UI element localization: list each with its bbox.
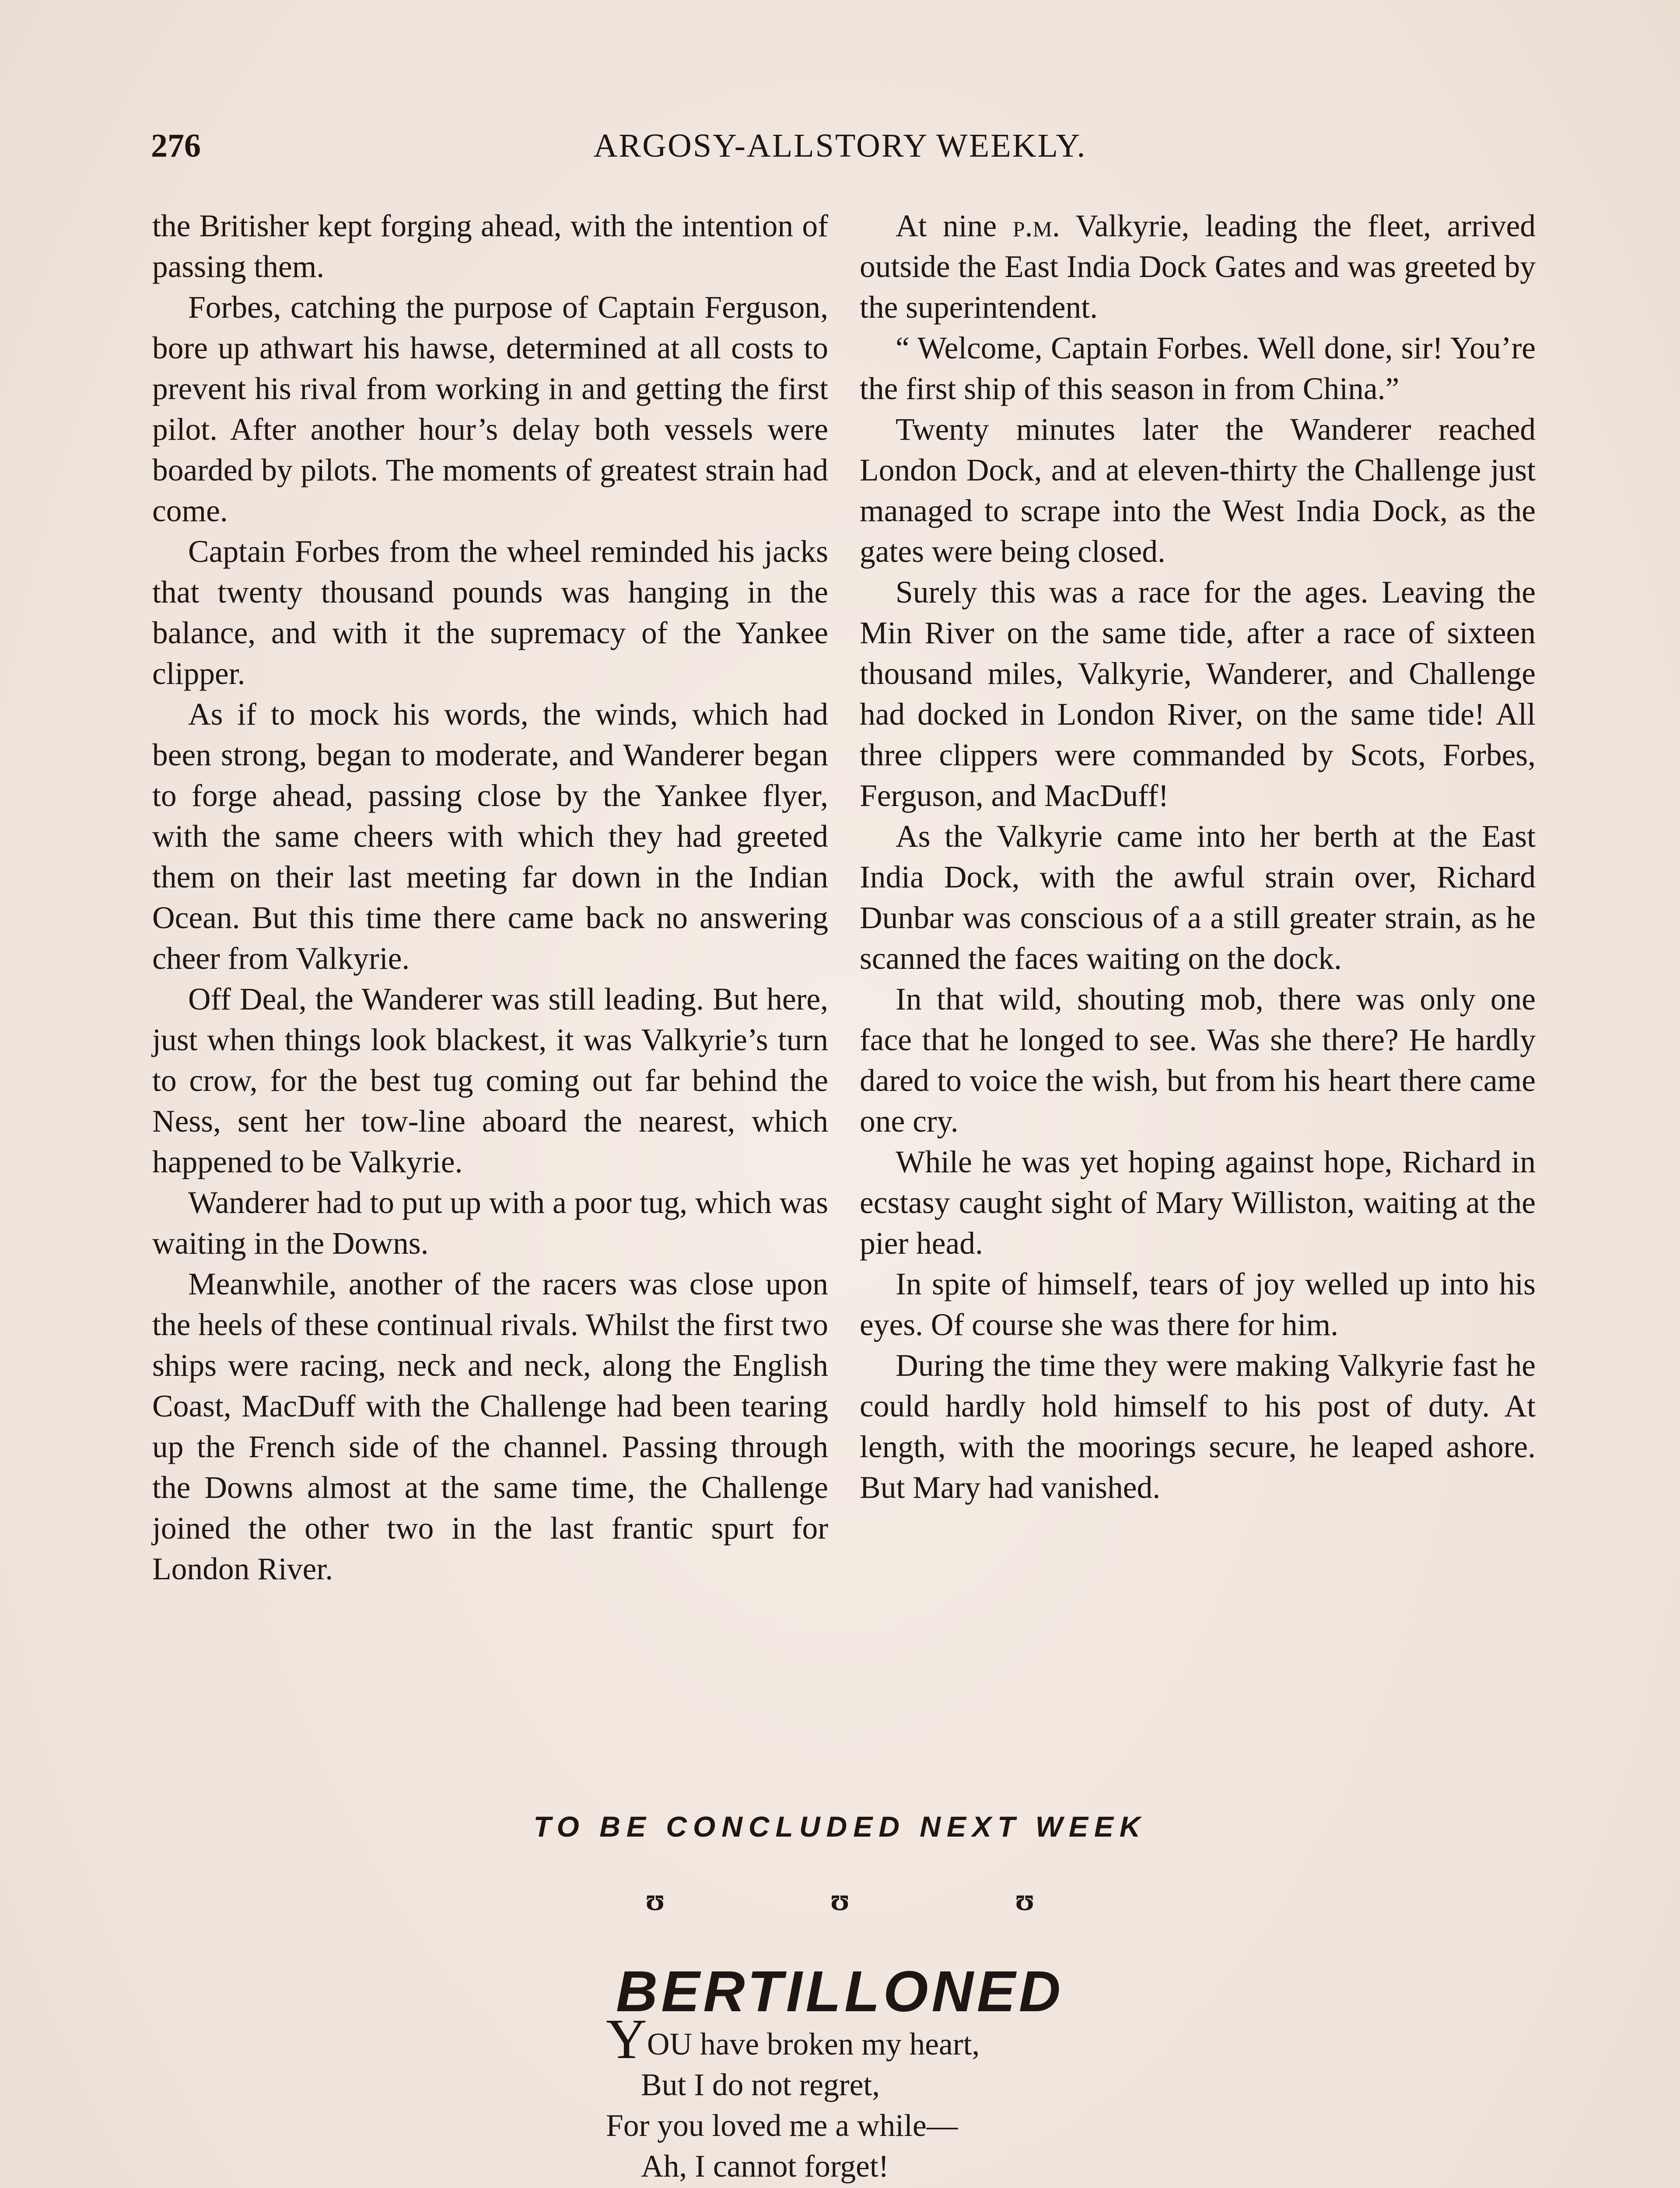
paragraph: In spite of himself, tears of joy welled up into his eyes. Of course she was there for him. [860, 1267, 1536, 1342]
left-column [152, 206, 828, 1589]
ornament-icon: ʊ [1015, 1882, 1035, 1917]
drop-cap: Y [606, 2008, 647, 2071]
right-column [860, 206, 1536, 1508]
running-head: ARGOSY-ALLSTORY WEEKLY. [593, 127, 1087, 164]
poem-line: For you loved me a while— [606, 2108, 958, 2143]
poem-line: Ah, I cannot forget! [641, 2149, 889, 2184]
paragraph [860, 206, 1536, 328]
paragraph: Captain Forbes from the wheel reminded his jacks that twenty thousand pounds was hanging in the balance, and with it the supremacy of the Yankee clipper. [152, 534, 828, 691]
poem-title: BERTILLONED [616, 1959, 1064, 2023]
paragraph: As if to mock his words, the winds, which had been strong, began to moderate, and Wanderer began to forge ahead, passing close by the Yankee flyer, with the same cheers with which they had greeted them on their last meeting far down in the Indian Ocean. But this time there came back no answering cheer from Valkyrie. [152, 697, 828, 976]
time-smallcaps: p.m. [1012, 209, 1060, 243]
poem [606, 2008, 1131, 2188]
poem-line [606, 2008, 1131, 2071]
page-header [151, 127, 1529, 175]
ornament-divider [0, 1882, 1680, 1918]
page-number: 276 [151, 127, 201, 164]
paragraph: Forbes, catching the purpose of Captain Ferguson, bore up athwart his hawse, determined at all costs to prevent his rival from working in and getting the first pilot. After another hour’s delay both vessels were boarded by pilots. The moments of greatest strain had come. [152, 290, 828, 528]
ornament-icon: ʊ [830, 1882, 850, 1917]
paragraph: Wanderer had to put up with a poor tug, which was waiting in the Downs. [152, 1185, 828, 1261]
paragraph-rest: Valkyrie, leading the fleet, arrived outside the East India Dock Gates and was greeted by the superintendent. [860, 209, 1536, 325]
paragraph: As the Valkyrie came into her berth at the East India Dock, with the awful strain over, Richard Dunbar was conscious of a a still greater strain, as he scanned the faces waiting on the dock. [860, 819, 1536, 976]
to-be-concluded-notice: TO BE CONCLUDED NEXT WEEK [533, 1810, 1147, 1843]
poem-line-text: OU have broken my heart, [647, 2027, 980, 2062]
paragraph: Off Deal, the Wanderer was still leading. But here, just when things look blackest, it was Valkyrie’s turn to crow, for the best tug coming out far behind the Ness, sent her tow-line aboard the nearest, which happened to be Valkyrie. [152, 982, 828, 1179]
poem-line: But I do not regret, [641, 2068, 880, 2102]
ornament-icon: ʊ [645, 1882, 665, 1917]
paragraph: During the time they were making Valkyrie fast he could hardly hold himself to his post of duty. At length, with the moorings secure, he leaped ashore. But Mary had vanished. [860, 1348, 1536, 1505]
paragraph: While he was yet hoping against hope, Richard in ecstasy caught sight of Mary Williston, waiting at the pier head. [860, 1145, 1536, 1261]
paragraph: Meanwhile, another of the racers was close upon the heels of these continual rivals. Whilst the first two ships were racing, neck and neck, along the English Coast, MacDuff with the Challenge had been tearing up the French side of the channel. Passing through the Downs almost at the same time, the Challenge joined the other two in the last frantic spurt for London River. [152, 1267, 828, 1586]
paragraph: Surely this was a race for the ages. Leaving the Min River on the same tide, after a race of sixteen thousand miles, Valkyrie, Wanderer, and Challenge had docked in London River, on the same tide! All three clippers were commanded by Scots, Forbes, Ferguson, and MacDuff! [860, 575, 1536, 813]
paragraph: Twenty minutes later the Wanderer reached London Dock, and at eleven-thirty the Challenge just managed to scrape into the West India Dock, as the gates were being closed. [860, 412, 1536, 569]
paragraph: In that wild, shouting mob, there was only one face that he longed to see. Was she there? He hardly dared to voice the wish, but from his heart there came one cry. [860, 982, 1536, 1139]
paragraph: “ Welcome, Captain Forbes. Well done, sir! You’re the first ship of this season in from China.” [860, 331, 1536, 406]
paragraph: the Britisher kept forging ahead, with the intention of passing them. [152, 209, 828, 284]
paragraph-prefix: At nine [896, 209, 1013, 243]
